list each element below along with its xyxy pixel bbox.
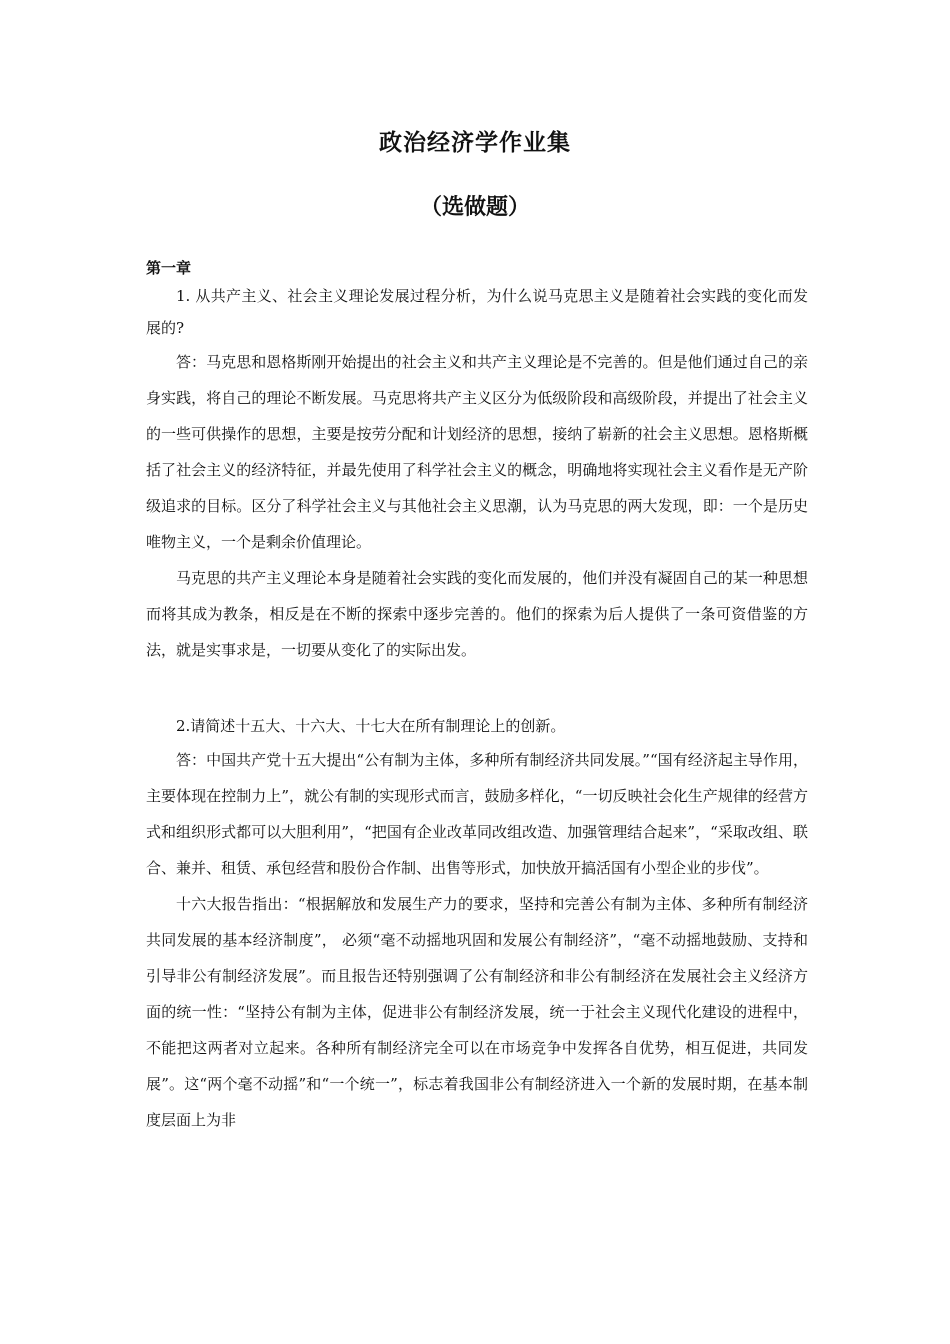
answer-1-paragraph-2: 马克思的共产主义理论本身是随着社会实践的变化而发展的，他们并没有凝固自己的某一种思想而将其成为教条，相反是在不断的探索中逐步完善的。他们的探索为后人提供了一条可资借鉴的方法，就是实事求是，一切要从变化了的实际出发。 bbox=[146, 569, 808, 659]
chapter-heading: 第一章 bbox=[146, 259, 192, 277]
answer-1-paragraph-1: 答：马克思和恩格斯刚开始提出的社会主义和共产主义理论是不完善的。但是他们通过自己的亲身实践，将自己的理论不断发展。马克思将共产主义区分为低级阶段和高级阶段，并提出了社会主义的一些可供操作的思想，主要是按劳分配和计划经济的思想，接纳了崭新的社会主义思想。恩格斯概括了社会主义的经济特征，并最先使用了科学社会主义的概念，明确地将实现社会主义看作是无产阶级追求的目标。区分了科学社会主义与其他社会主义思潮，认为马克思的两大发现，即：一个是历史唯物主义，一个是剩余价值理论。 bbox=[146, 353, 808, 551]
document-title: 政治经济学作业集 bbox=[379, 130, 571, 156]
document-subtitle: （选做题） bbox=[419, 195, 530, 220]
paragraph-spacer bbox=[146, 668, 808, 710]
question-1: 1. 从共产主义、社会主义理论发展过程分析，为什么说马克思主义是随着社会实践的变化而发展的? bbox=[146, 287, 808, 337]
question-2: 2.请简述十五大、十六大、十七大在所有制理论上的创新。 bbox=[176, 717, 566, 735]
answer-2-paragraph-2: 十六大报告指出：“根据解放和发展生产力的要求，坚持和完善公有制为主体、多种所有制经济共同发展的基本经济制度”， 必须“毫不动摇地巩固和发展公有制经济”，“毫不动摇地鼓励、支持和引导非公有制经济发展”。而且报告还特别强调了公有制经济和非公有制经济在发展社会主义经济方面的统一性：“坚持公有制为主体，促进非公有制经济发展，统一于社会主义现代化建设的进程中，不能把这两者对立起来。各种所有制经济完全可以在市场竞争中发挥各自优势，相互促进，共同发展”。这“两个毫不动摇”和“一个统一”，标志着我国非公有制经济进入一个新的发展时期，在基本制度层面上为非 bbox=[146, 895, 808, 1129]
document-body bbox=[146, 256, 808, 1138]
answer-2-paragraph-1: 答：中国共产党十五大提出“公有制为主体，多种所有制经济共同发展。”“国有经济起主导作用，主要体现在控制力上”，就公有制的实现形式而言，鼓励多样化，“一切反映社会化生产规律的经营方式和组织形式都可以大胆利用”，“把国有企业改革同改组改造、加强管理结合起来”，“采取改组、联合、兼并、租赁、承包经营和股份合作制、出售等形式，加快放开搞活国有小型企业的步伐”。 bbox=[146, 751, 808, 877]
